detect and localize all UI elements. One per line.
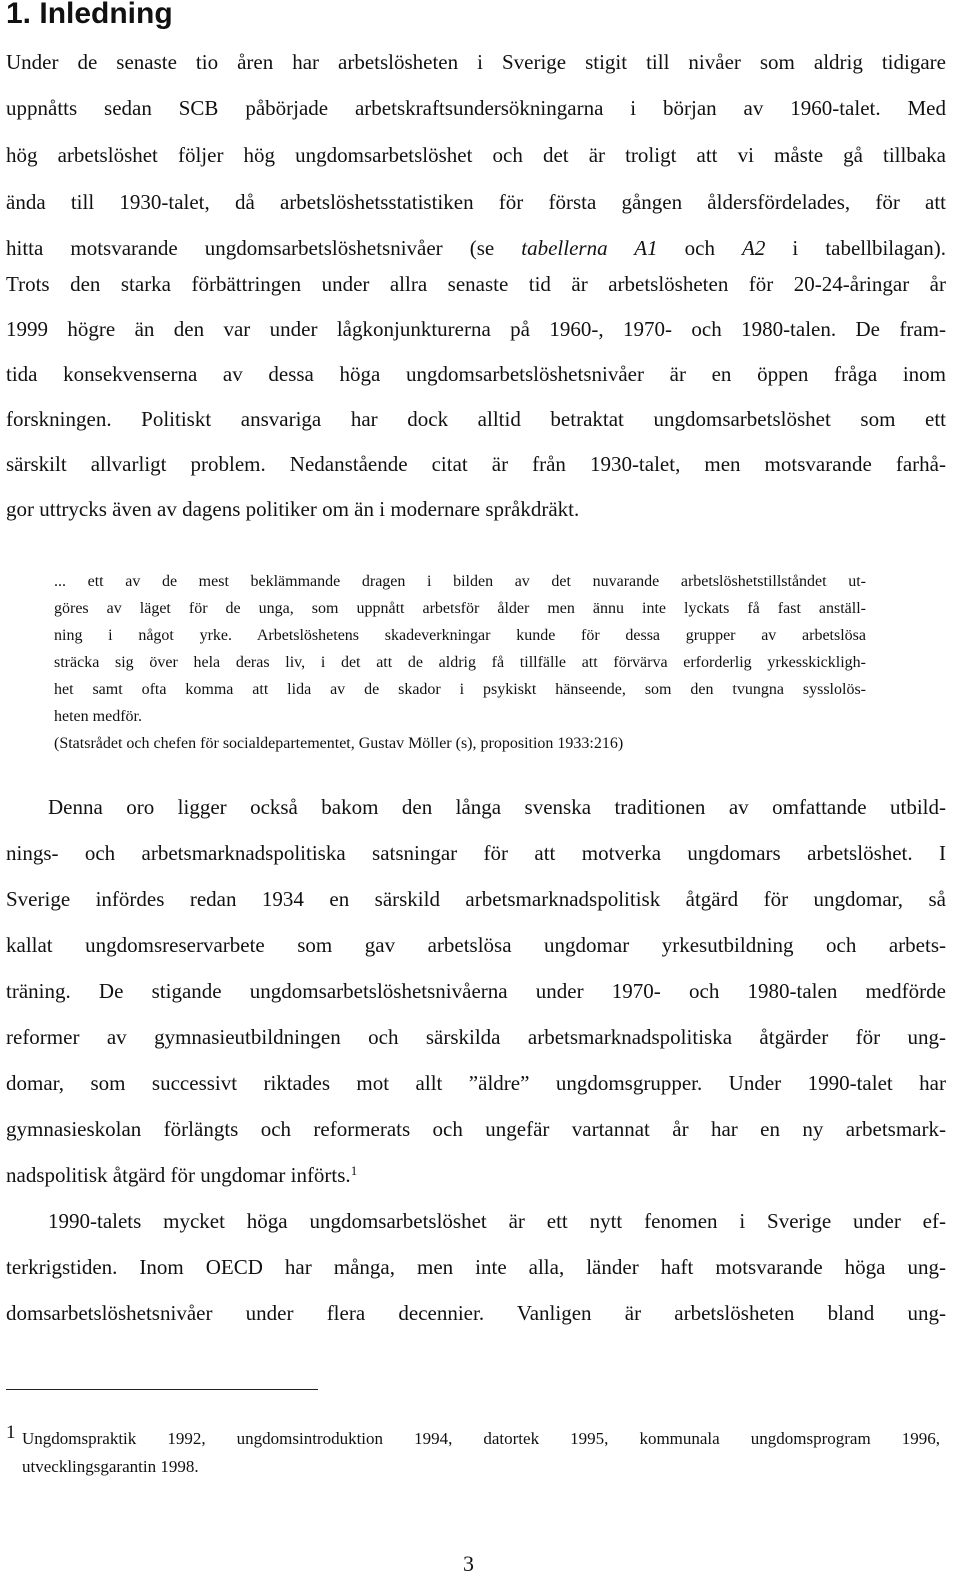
quote-source: (Statsrådet och chefen för socialdepartementet, Gustav Möller (s), proposition 1933:216) bbox=[54, 735, 624, 752]
footnote-reference: 1 bbox=[350, 1163, 358, 1178]
text-line: nings- och arbetsmarknadspolitiska satsningar för att motverka ungdomars arbetslöshet. I bbox=[6, 841, 946, 865]
quote-line: sträcka sig över hela deras liv, i det att de aldrig få tillfälle att förvärva erforderlig yrkesskickligh- bbox=[54, 654, 866, 671]
quote-line: heten medför. bbox=[54, 708, 142, 725]
text-line: gymnasieskolan förlängts och reformerats och ungefär vartannat år har en ny arbetsmark- bbox=[6, 1117, 946, 1141]
text-line: särskilt allvarligt problem. Nedanstående citat är från 1930-talet, men motsvarande farhå- bbox=[6, 452, 946, 476]
text-line: reformer av gymnasieutbildningen och särskilda arbetsmarknadspolitiska åtgärder för ung- bbox=[6, 1025, 946, 1049]
quote-line: ning i något yrke. Arbetslöshetens skadeverkningar kunde för dessa grupper av arbetslösa bbox=[54, 627, 866, 644]
text-line: 1990-talets mycket höga ungdomsarbetslöshet är ett nytt fenomen i Sverige under ef- bbox=[48, 1209, 946, 1233]
text-line: nadspolitisk åtgärd för ungdomar införts.$^1$ bbox=[6, 1163, 358, 1187]
text-line: Under de senaste tio åren har arbetslösheten i Sverige stigit till nivåer som aldrig tidigare bbox=[6, 50, 946, 74]
quote-line: göres av läget för de unga, som uppnått arbetsför ålder men ännu inte lyckats få fast anställ- bbox=[54, 600, 866, 617]
page-number: 3 bbox=[463, 1551, 474, 1576]
footnote-separator bbox=[6, 1389, 318, 1390]
text-line: gor uttrycks även av dagens politiker om än i modernare språkdräkt. bbox=[6, 497, 580, 521]
table-reference: A2 bbox=[742, 236, 766, 260]
quote-line: het samt ofta komma att lida av de skador i psykiskt hänseende, som den tvungna sysslolös- bbox=[54, 681, 866, 698]
text-line: Sverige infördes redan 1934 en särskild arbetsmarknadspolitisk åtgärd för ungdomar, så bbox=[6, 887, 946, 911]
footnote-text: utvecklingsgarantin 1998. bbox=[22, 1457, 199, 1476]
text-line: uppnåtts sedan SCB påbörjade arbetskraftsundersökningarna i början av 1960-talet. Med bbox=[6, 96, 946, 120]
text-line: Denna oro ligger också bakom den långa svenska traditionen av omfattande utbild- bbox=[48, 795, 946, 819]
footnote-marker: 1 bbox=[6, 1422, 16, 1443]
quote-line: ... ett av de mest beklämmande dragen i bilden av det nuvarande arbetslöshetstillståndet ut- bbox=[54, 573, 866, 590]
text-line: hög arbetslöshet följer hög ungdomsarbetslöshet och det är troligt att vi måste gå tillbaka bbox=[6, 143, 946, 167]
table-reference: tabellerna A1 bbox=[521, 236, 658, 260]
chapter-heading: 1. Inledning bbox=[6, 0, 173, 30]
text-line: Trots den starka förbättringen under allra senaste tid är arbetslösheten för 20-24-åringar år bbox=[6, 272, 946, 296]
text-line: tida konsekvenserna av dessa höga ungdomsarbetslöshetsnivåer är en öppen fråga inom bbox=[6, 362, 946, 386]
text-line: kallat ungdomsreservarbete som gav arbetslösa ungdomar yrkesutbildning och arbets- bbox=[6, 933, 946, 957]
text-line: terkrigstiden. Inom OECD har många, men inte alla, länder haft motsvarande höga ung- bbox=[6, 1255, 946, 1279]
text-line: ända till 1930-talet, då arbetslöshetsstatistiken för första gången åldersfördelades, för att bbox=[6, 190, 946, 214]
text-line: forskningen. Politiskt ansvariga har dock alltid betraktat ungdomsarbetslöshet som ett bbox=[6, 407, 946, 431]
text-line: träning. De stigande ungdomsarbetslöshetsnivåerna under 1970- och 1980-talen medförde bbox=[6, 979, 946, 1003]
text-line: domsarbetslöshetsnivåer under flera decennier. Vanligen är arbetslösheten bland ung- bbox=[6, 1301, 946, 1325]
footnote-text: Ungdomspraktik 1992, ungdomsintroduktion 1994, datortek 1995, kommunala ungdomsprogram 1996, bbox=[22, 1429, 940, 1448]
text-line: domar, som successivt riktades mot allt ”äldre” ungdomsgrupper. Under 1990-talet har bbox=[6, 1071, 946, 1095]
text-line: 1999 högre än den var under lågkonjunkturerna på 1960-, 1970- och 1980-talen. De fram- bbox=[6, 317, 946, 341]
text-line: hitta motsvarande ungdomsarbetslöshetsnivåer (se tabellerna A1 och A2 i tabellbilagan). bbox=[6, 236, 947, 260]
